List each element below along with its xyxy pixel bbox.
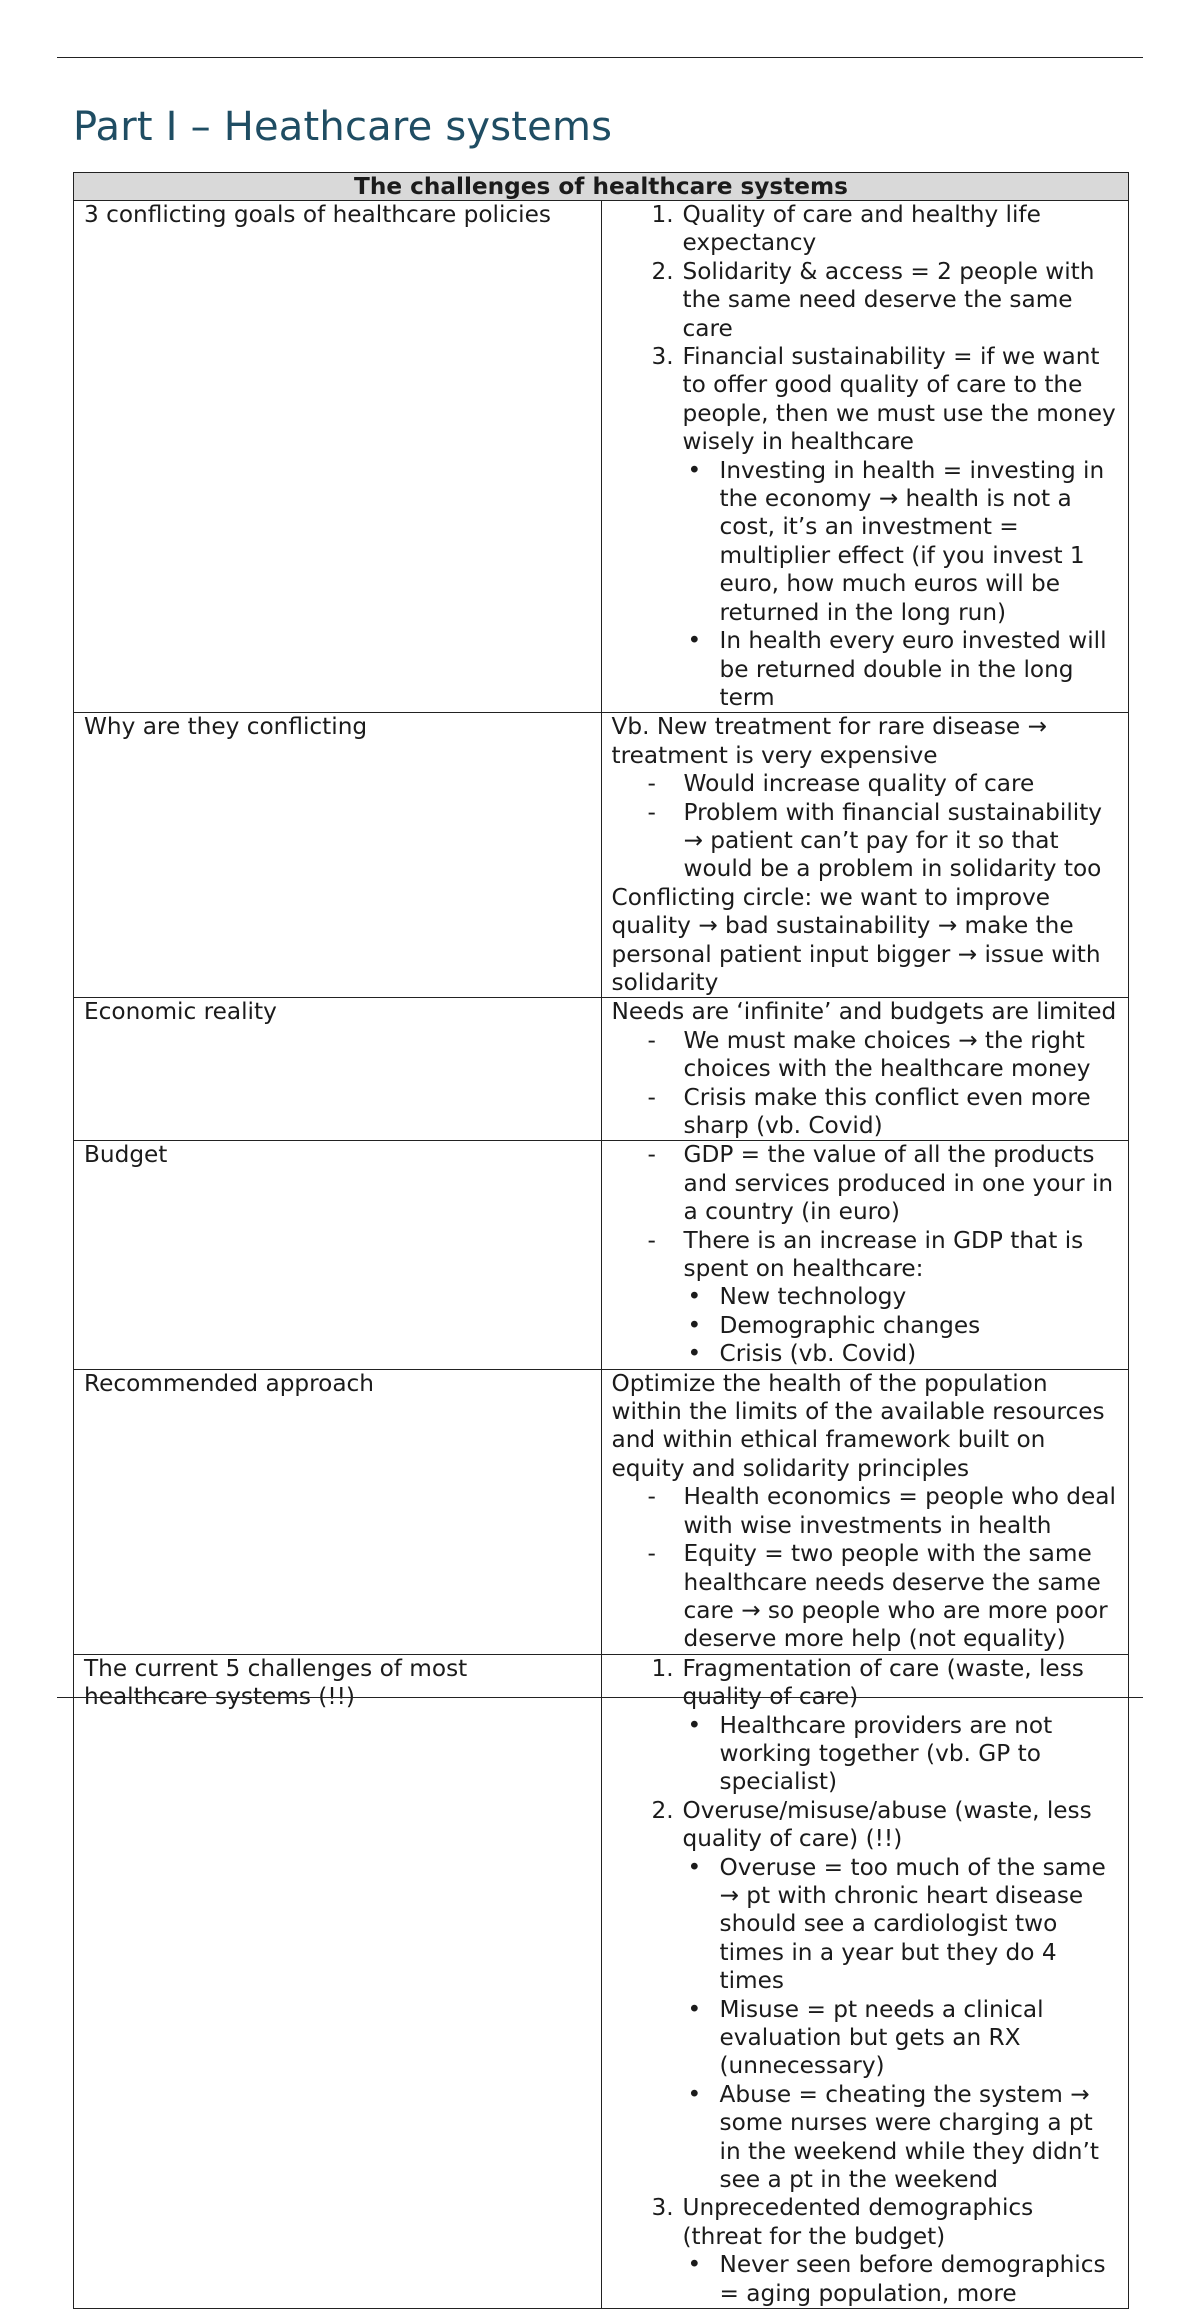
row-label: Economic reality <box>74 998 602 1141</box>
dash-item: - GDP = the value of all the products and services produced in one your in a country (in euro) <box>647 1141 1114 1226</box>
bullet-item: • Overuse = too much of the same → pt with chronic heart disease should see a cardiologist two times in a year but they do 4 times <box>687 1853 1106 1995</box>
dash-item: - Would increase quality of care <box>647 770 1035 798</box>
table-row <box>74 1141 1129 1369</box>
row-content <box>601 1141 1129 1369</box>
table-header: The challenges of healthcare systems <box>74 173 1129 201</box>
list-item: 2. Overuse/misuse/abuse (waste, less quality of care) (!!) <box>651 1796 1092 1853</box>
table-row <box>74 998 1129 1141</box>
dash-item: - Crisis make this conflict even more sharp (vb. Covid) <box>647 1083 1091 1139</box>
list-item: 3. Financial sustainability = if we want to offer good quality of care to the people, then we must use the money wisely in healthcare <box>651 343 1116 456</box>
paragraph: Needs are ‘infinite’ and budgets are limited <box>611 998 1117 1026</box>
bullet-item: • Crisis (vb. Covid) <box>687 1340 917 1368</box>
bullet-item: • Abuse = cheating the system → some nurses were charging a pt in the weekend while they didn’t see a pt in the weekend <box>687 2080 1099 2194</box>
paragraph: Conflicting circle: we want to improve quality → bad sustainability → make the personal patient input bigger → issue with solidarity <box>611 883 1101 996</box>
row-label: Budget <box>74 1141 602 1369</box>
row-content <box>601 201 1129 713</box>
list-item: 3. Unprecedented demographics (threat for the budget) <box>651 2194 1034 2250</box>
dash-item: - We must make choices → the right choices with the healthcare money <box>647 1026 1091 1083</box>
row-content <box>601 1654 1129 2308</box>
row-label: 3 conflicting goals of healthcare policies <box>74 201 602 713</box>
bullet-item: • Investing in health = investing in the economy → health is not a cost, it’s an investment = multiplier effect (if you invest 1 euro, how much euros will be returned in the long run) <box>687 456 1105 626</box>
bullet-item: • Demographic changes <box>687 1311 981 1339</box>
bullet-item: • New technology <box>687 1283 907 1311</box>
page-title: Part I – Heathcare systems <box>73 104 613 150</box>
row-content <box>601 998 1129 1141</box>
top-rule <box>57 57 1143 58</box>
dash-item: - Equity = two people with the same healthcare needs deserve the same care → so people who are more poor deserve more help (not equality) <box>647 1540 1108 1653</box>
bullet-item: • Never seen before demographics = aging population, more <box>687 2251 1106 2307</box>
paragraph: Vb. New treatment for rare disease → treatment is very expensive <box>611 713 1047 769</box>
list-item: 1. Fragmentation of care (waste, less quality of care) <box>651 1654 1084 1711</box>
paragraph: Optimize the health of the population within the limits of the available resources and within ethical framework built on equity and solidarity principles <box>611 1369 1105 1482</box>
table-row <box>74 201 1129 713</box>
row-label: Why are they conflicting <box>74 713 602 998</box>
dash-item: - Problem with financial sustainability → patient can’t pay for it so that would be a problem in solidarity too <box>647 798 1103 883</box>
list-item: 2. Solidarity & access = 2 people with the same need deserve the same care <box>651 257 1095 342</box>
row-content <box>601 713 1129 998</box>
row-label: The current 5 challenges of most healthcare systems (!!) <box>74 1654 602 2308</box>
challenges-table <box>73 172 1129 2309</box>
row-label: Recommended approach <box>74 1369 602 1654</box>
bullet-item: • Misuse = pt needs a clinical evaluation but gets an RX (unnecessary) <box>687 1995 1044 2080</box>
dash-item: - Health economics = people who deal with wise investments in health <box>647 1483 1116 1539</box>
table-row <box>74 713 1129 998</box>
row-content <box>601 1369 1129 1654</box>
bullet-item: • Healthcare providers are not working together (vb. GP to specialist) <box>687 1711 1053 1796</box>
table-row <box>74 1654 1129 2308</box>
table-row <box>74 1369 1129 1654</box>
bottom-rule <box>57 1697 1143 1698</box>
list-item: 1. Quality of care and healthy life expectancy <box>651 201 1041 257</box>
dash-item: - There is an increase in GDP that is spent on healthcare: <box>647 1226 1084 1283</box>
bullet-item: • In health every euro invested will be returned double in the long term <box>687 627 1107 711</box>
